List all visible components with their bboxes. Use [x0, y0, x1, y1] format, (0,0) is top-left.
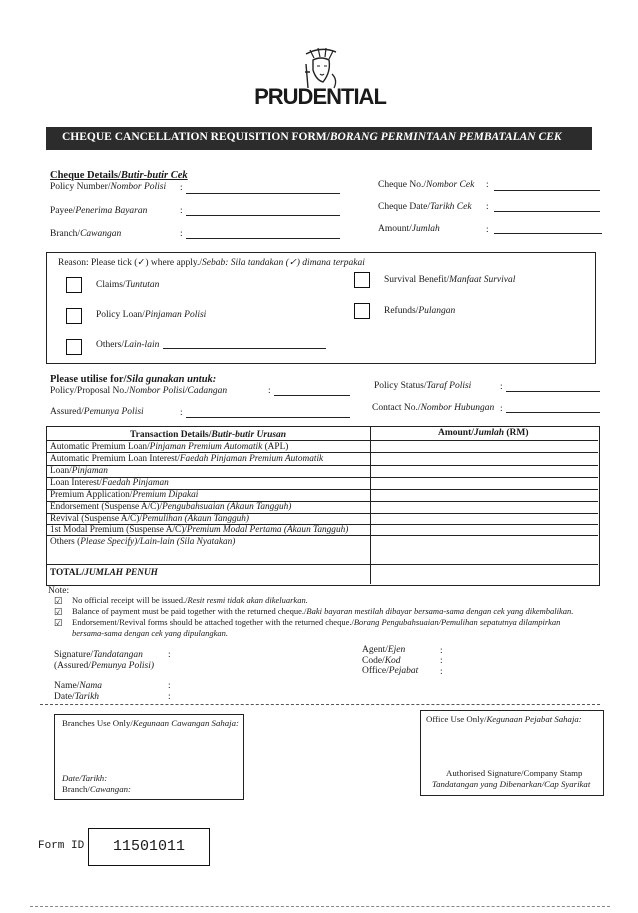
assured-field[interactable]: [186, 417, 350, 418]
colon: :: [486, 225, 489, 235]
colon: :: [500, 404, 503, 414]
colon: :: [440, 646, 443, 656]
refunds-checkbox[interactable]: [354, 303, 370, 319]
colon: :: [168, 692, 171, 702]
branches-use-title: Branches Use Only/Kegunaan Cawangan Sahaja:: [62, 718, 239, 728]
table-header-amount: Amount/Jumlah (RM): [438, 428, 529, 438]
authorised-signature-malay: Tandatangan yang Dibenarkan/Cap Syarikat: [432, 779, 591, 789]
others-field[interactable]: [163, 348, 326, 349]
reason-prompt: Reason: Please tick (✓) where apply./Sebab: Sila tandakan (✓) dimana terpakai: [58, 258, 365, 268]
table-row-label: Loan/Pinjaman: [50, 466, 108, 476]
note-1: No official receipt will be issued./Resit resmi tidak akan dikeluarkan.: [72, 595, 308, 605]
others-label: Others/Lain-lain: [96, 340, 160, 350]
cut-line: [40, 704, 600, 705]
payee-field[interactable]: [186, 215, 340, 216]
policy-number-field[interactable]: [186, 193, 340, 194]
note-label: Note:: [48, 586, 70, 596]
table-header-transaction: Transaction Details/Butir-butir Urusan: [130, 430, 287, 440]
policy-status-label: Policy Status/Taraf Polisi: [374, 381, 472, 391]
amount-label: Amount/Jumlah: [378, 224, 440, 234]
contact-no-field[interactable]: [506, 412, 600, 413]
colon: :: [486, 202, 489, 212]
signature-label: Signature/Tandatangan: [54, 650, 143, 660]
branch-field[interactable]: [186, 238, 340, 239]
assured-label: Assured/Pemunya Polisi: [50, 407, 144, 417]
office-label: Office/Pejabat: [362, 666, 419, 676]
form-title: CHEQUE CANCELLATION REQUISITION FORM/BORANG PERMINTAAN PEMBATALAN CEK: [62, 131, 562, 143]
table-total-label: TOTAL/JUMLAH PENUH: [50, 568, 158, 578]
colon: :: [168, 650, 171, 660]
table-row-label: Others (Please Specify)/Lain-lain (Sila Nyatakan): [50, 537, 236, 547]
table-row-label: Loan Interest/Faedah Pinjaman: [50, 478, 169, 488]
agent-label: Agent/Ejen: [362, 645, 406, 655]
colon: :: [180, 408, 183, 418]
survival-benefit-label: Survival Benefit/Manfaat Survival: [384, 275, 516, 285]
brand-name: PRUDENTIAL: [254, 84, 386, 109]
branches-branch-label: Branch/Cawangan:: [62, 784, 131, 794]
note-tick-icon: ☑: [54, 597, 63, 607]
policy-number-label: Policy Number/Nombor Polisi: [50, 182, 167, 192]
bottom-edge-line: [30, 906, 610, 907]
others-checkbox[interactable]: [66, 339, 82, 355]
cheque-date-field[interactable]: [494, 211, 600, 212]
colon: :: [180, 229, 183, 239]
policy-loan-label: Policy Loan/Pinjaman Polisi: [96, 310, 207, 320]
branch-label: Branch/Cawangan: [50, 229, 122, 239]
policy-proposal-field[interactable]: [274, 395, 350, 396]
table-row: [46, 535, 598, 536]
table-row-label: Premium Application/Premium Dipakai: [50, 490, 199, 500]
table-row: [46, 440, 598, 441]
policy-loan-checkbox[interactable]: [66, 308, 82, 324]
colon: :: [168, 681, 171, 691]
note-tick-icon: ☑: [54, 619, 63, 629]
colon: :: [180, 206, 183, 216]
refunds-label: Refunds/Pulangan: [384, 306, 456, 316]
claims-label: Claims/Tuntutan: [96, 280, 160, 290]
note-3: Endorsement/Revival forms should be attached together with the returned cheque./Borang Pengubahsuaian/Pemulihan sepatutnya dilampirkan: [72, 617, 561, 627]
table-column-divider: [370, 426, 371, 584]
colon: :: [440, 656, 443, 666]
branches-date-label: Date/Tarikh:: [62, 773, 108, 783]
colon: :: [486, 180, 489, 190]
contact-no-label: Contact No./Nombor Hubungan: [372, 403, 495, 413]
authorised-signature-label: Authorised Signature/Company Stamp: [446, 768, 583, 778]
office-use-title: Office Use Only/Kegunaan Pejabat Sahaja:: [426, 714, 582, 724]
colon: :: [268, 386, 271, 396]
payee-label: Payee/Penerima Bayaran: [50, 206, 148, 216]
assured-sub-label: (Assured/Pemunya Polisi): [54, 661, 155, 671]
table-row: [46, 452, 598, 453]
table-row: [46, 465, 598, 466]
table-row-label: Endorsement (Suspense A/C)/Pengubahsuaian (Akaun Tangguh): [50, 502, 292, 512]
survival-benefit-checkbox[interactable]: [354, 272, 370, 288]
colon: :: [180, 183, 183, 193]
table-row-label: Automatic Premium Loan Interest/Faedah Pinjaman Premium Automatik: [50, 454, 324, 464]
name-label: Name/Nama: [54, 681, 103, 691]
cheque-no-label: Cheque No./Nombor Cek: [378, 180, 475, 190]
table-row: [46, 564, 598, 565]
code-label: Code/Kod: [362, 656, 401, 666]
claims-checkbox[interactable]: [66, 277, 82, 293]
table-row-label: 1st Modal Premium (Suspense A/C)/Premium Modal Pertama (Akaun Tangguh): [50, 525, 349, 535]
note-tick-icon: ☑: [54, 608, 63, 618]
utilise-heading: Please utilise for/Sila gunakan untuk:: [50, 374, 217, 385]
note-3-continued: bersama-sama dengan cek yang dipulangkan.: [72, 628, 229, 638]
table-row-label: Automatic Premium Loan/Pinjaman Premium Automatik (APL): [50, 442, 289, 452]
cheque-no-field[interactable]: [494, 190, 600, 191]
policy-status-field[interactable]: [506, 391, 600, 392]
policy-proposal-label: Policy/Proposal No./Nombor Polisi/Cadangan: [50, 386, 228, 396]
cheque-details-heading: Cheque Details/Butir-butir Cek: [50, 170, 188, 181]
cheque-date-label: Cheque Date/Tarikh Cek: [378, 202, 472, 212]
form-id-label: Form ID: [38, 840, 85, 852]
table-row-label: Revival (Suspense A/C)/Pemulihan (Akaun Tangguh): [50, 514, 250, 524]
colon: :: [500, 382, 503, 392]
amount-field[interactable]: [494, 233, 602, 234]
note-2: Balance of payment must be paid together with the returned cheque./Baki bayaran mestilah dibayar bersama-sama dengan cek yang dikembalikan.: [72, 606, 574, 616]
colon: :: [440, 667, 443, 677]
form-id-value: 11501011: [112, 838, 185, 855]
date-label: Date/Tarikh: [54, 692, 100, 702]
